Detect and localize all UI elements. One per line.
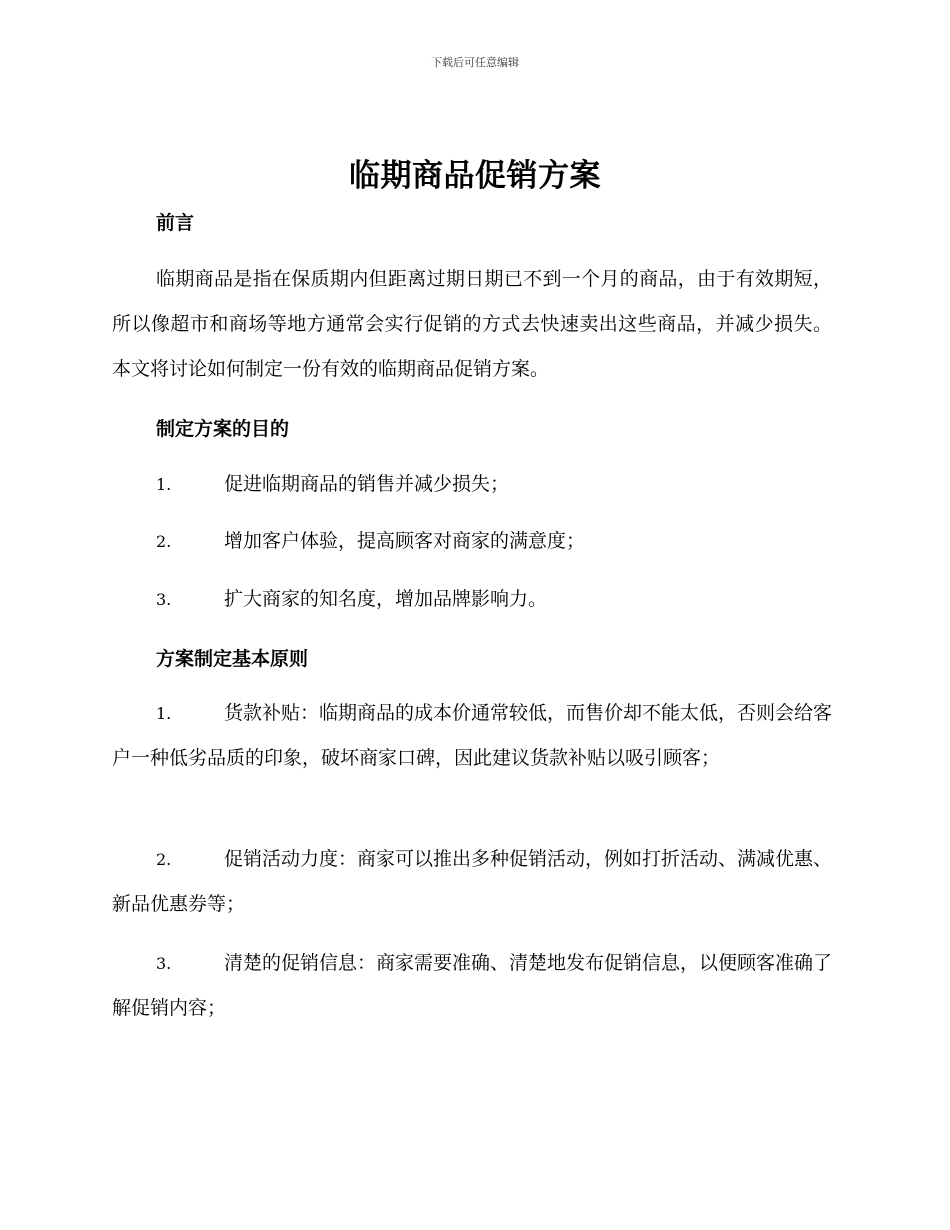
list-number: 3. — [156, 590, 172, 609]
principle-item-1 — [112, 691, 832, 781]
preface-paragraph: 临期商品是指在保质期内但距离过期日期已不到一个月的商品，由于有效期短，所以像超市和商场等地方通常会实行促销的方式去快速卖出这些商品，并减少损失。本文将讨论如何制定一份有效的临期商品促销方案。 — [112, 268, 832, 380]
list-number: 1. — [156, 475, 172, 494]
header-note: 下载后可任意编辑 — [431, 56, 519, 69]
principle-item-2 — [112, 837, 832, 927]
heading-principles: 方案制定基本原则 — [156, 648, 309, 670]
purpose-item-3 — [112, 577, 832, 622]
list-number: 3. — [156, 954, 172, 973]
list-text: 促销活动力度：商家可以推出多种促销活动，例如打折活动、满减优惠、新品优惠券等； — [112, 848, 833, 915]
purpose-item-1 — [112, 462, 832, 507]
list-text: 货款补贴：临期商品的成本价通常较低，而售价却不能太低，否则会给客户一种低劣品质的印象，破坏商家口碑，因此建议货款补贴以吸引顾客； — [112, 702, 833, 769]
list-number: 1. — [156, 704, 172, 723]
list-text: 促进临期商品的销售并减少损失； — [224, 473, 510, 495]
list-number: 2. — [156, 850, 172, 869]
document-title: 临期商品促销方案 — [349, 158, 601, 194]
purpose-item-2 — [112, 519, 832, 564]
heading-preface: 前言 — [156, 212, 195, 234]
list-number: 2. — [156, 532, 172, 551]
list-text: 增加客户体验，提高顾客对商家的满意度； — [224, 530, 586, 552]
list-text: 扩大商家的知名度，增加品牌影响力。 — [224, 588, 548, 610]
list-text: 清楚的促销信息：商家需要准确、清楚地发布促销信息，以便顾客准确了解促销内容； — [112, 952, 833, 1019]
principle-item-3 — [112, 941, 832, 1031]
heading-purpose: 制定方案的目的 — [156, 418, 290, 440]
